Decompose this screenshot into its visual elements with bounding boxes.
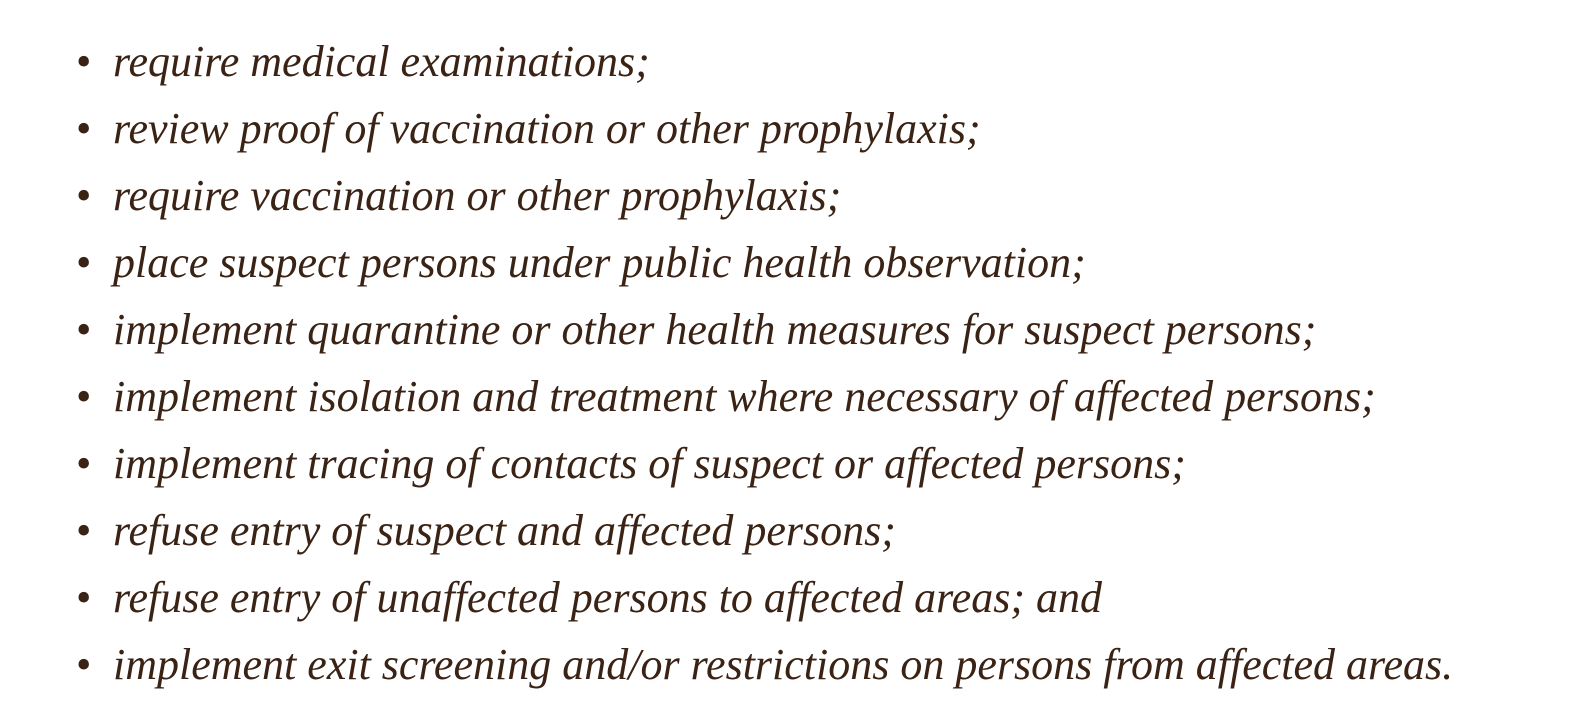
list-item [0,363,1570,430]
bullet-icon: • [76,640,92,689]
list-item [0,229,1570,296]
list-item-text: review proof of vaccination or other prophylaxis; [113,104,981,153]
list-item [0,564,1570,631]
bullet-icon: • [76,238,92,287]
list-item-text: place suspect persons under public health observation; [113,238,1086,287]
list-item [0,95,1570,162]
bullet-icon: • [76,37,92,86]
list-item-text: implement isolation and treatment where necessary of affected persons; [113,372,1376,421]
list-item [0,28,1570,95]
list-item [0,430,1570,497]
list-item-text: refuse entry of suspect and affected persons; [113,506,896,555]
bullet-icon: • [76,372,92,421]
bullet-icon: • [76,305,92,354]
list-item-text: require medical examinations; [113,37,650,86]
bullet-list [0,28,1570,698]
list-item [0,631,1570,698]
bullet-icon: • [76,171,92,220]
bullet-icon: • [76,439,92,488]
list-item-text: implement quarantine or other health measures for suspect persons; [113,305,1317,354]
list-item-text: implement tracing of contacts of suspect or affected persons; [113,439,1186,488]
bullet-icon: • [76,506,92,555]
list-item-text: require vaccination or other prophylaxis; [113,171,842,220]
list-item [0,162,1570,229]
list-item [0,296,1570,363]
bullet-icon: • [76,573,92,622]
bullet-icon: • [76,104,92,153]
list-item-text: implement exit screening and/or restrictions on persons from affected areas. [113,640,1454,689]
list-item-text: refuse entry of unaffected persons to affected areas; and [113,573,1102,622]
list-item [0,497,1570,564]
